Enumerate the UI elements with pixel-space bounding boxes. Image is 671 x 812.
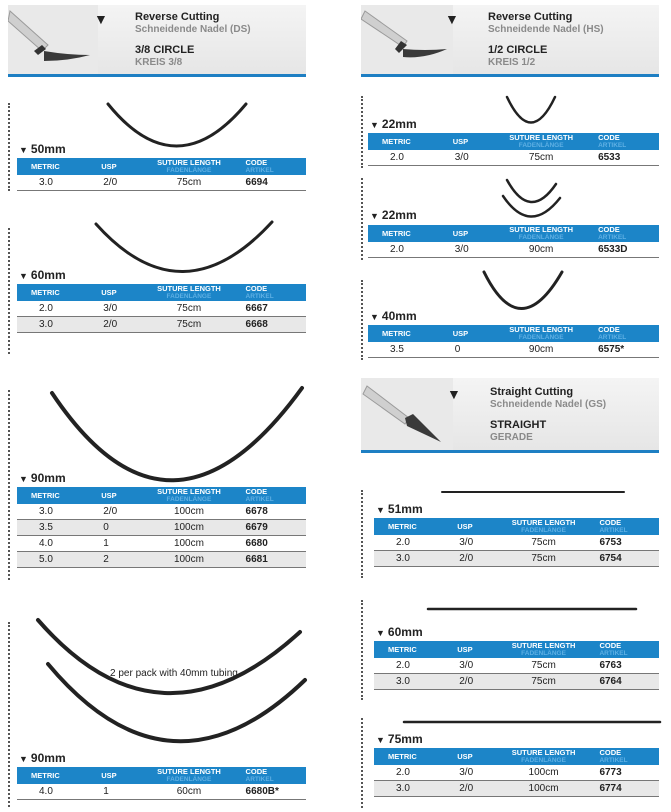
col-suture-length: SUTURE LENGTH FADENLÄNGE — [138, 158, 239, 175]
table-row — [17, 552, 306, 568]
cell-code: 6694 — [240, 175, 306, 191]
table-row — [17, 317, 306, 333]
cell-length: 75cm — [494, 674, 594, 690]
header-subtitle: Schneidende Nadel (DS) — [135, 24, 251, 35]
spec-table — [368, 325, 659, 358]
col-code: CODE ARTIKEL — [592, 133, 659, 150]
needle-tip-icon — [361, 378, 453, 450]
col-metric: METRIC — [17, 767, 89, 784]
cell-metric: 4.0 — [17, 784, 89, 800]
col-metric: METRIC — [374, 748, 445, 765]
col-usp: USP — [441, 225, 490, 242]
size-label: ▼ 50mm — [19, 142, 66, 156]
col-usp: USP — [445, 748, 493, 765]
col-suture-length: SUTURE LENGTH FADENLÄNGE — [490, 225, 592, 242]
table-row — [374, 551, 659, 567]
cell-metric: 3.5 — [17, 520, 89, 536]
cell-usp: 2/0 — [89, 317, 138, 333]
cell-code: 6774 — [593, 781, 659, 797]
cell-metric: 3.0 — [17, 175, 89, 191]
size-label: ▼ 22mm — [370, 208, 417, 222]
table-header-row — [17, 487, 306, 504]
cell-usp: 2/0 — [445, 674, 493, 690]
cell-usp: 0 — [89, 520, 138, 536]
size-label: ▼ 60mm — [19, 268, 66, 282]
cell-metric: 2.0 — [374, 535, 445, 551]
col-suture-length: SUTURE LENGTH FADENLÄNGE — [494, 518, 594, 535]
spec-table — [374, 748, 659, 797]
col-code: CODE ARTIKEL — [592, 325, 659, 342]
cell-length: 75cm — [138, 175, 239, 191]
size-label: ▼ 90mm — [19, 471, 66, 485]
header-shape: 3/8 CIRCLE — [135, 44, 195, 56]
spec-table — [374, 641, 659, 690]
col-usp: USP — [89, 158, 138, 175]
cell-code: 6678 — [240, 504, 306, 520]
col-suture-length: SUTURE LENGTH FADENLÄNGE — [490, 133, 592, 150]
col-code: CODE ARTIKEL — [593, 641, 659, 658]
cell-code: 6533D — [592, 242, 659, 258]
cell-length: 75cm — [494, 535, 594, 551]
section-separator — [361, 280, 363, 360]
header-shape-de: KREIS 1/2 — [488, 57, 536, 68]
cell-code: 6763 — [593, 658, 659, 674]
cell-length: 75cm — [138, 317, 239, 333]
cell-length: 75cm — [490, 150, 592, 166]
cell-length: 100cm — [138, 504, 239, 520]
cell-usp: 2/0 — [445, 781, 493, 797]
table-row — [374, 674, 659, 690]
header-reverse-cutting-ds — [8, 5, 306, 77]
cell-usp: 3/0 — [445, 765, 493, 781]
col-code: CODE ARTIKEL — [592, 225, 659, 242]
col-usp: USP — [89, 487, 138, 504]
cell-metric: 2.0 — [374, 658, 445, 674]
table-header-row — [17, 158, 306, 175]
col-suture-length: SUTURE LENGTH FADENLÄNGE — [494, 641, 594, 658]
cell-code: 6668 — [240, 317, 306, 333]
cell-usp: 3/0 — [445, 658, 493, 674]
cell-metric: 3.0 — [17, 504, 89, 520]
cell-metric: 2.0 — [368, 150, 441, 166]
header-subtitle: Schneidende Nadel (GS) — [490, 399, 607, 410]
size-label: ▼ 60mm — [376, 625, 423, 639]
cell-length: 100cm — [494, 781, 594, 797]
table-row — [17, 784, 306, 800]
cell-code: 6533 — [592, 150, 659, 166]
col-metric: METRIC — [17, 158, 89, 175]
cell-metric: 2.0 — [374, 765, 445, 781]
col-code: CODE ARTIKEL — [240, 487, 306, 504]
col-metric: METRIC — [368, 325, 441, 342]
table-row — [374, 765, 659, 781]
cell-usp: 3/0 — [445, 535, 493, 551]
cell-metric: 4.0 — [17, 536, 89, 552]
needle-tip-icon — [361, 5, 453, 74]
col-code: CODE ARTIKEL — [240, 767, 306, 784]
size-label: ▼ 51mm — [376, 502, 423, 516]
cell-length: 75cm — [494, 658, 594, 674]
col-metric: METRIC — [368, 133, 441, 150]
cell-code: 6667 — [240, 301, 306, 317]
table-row — [374, 535, 659, 551]
cell-code: 6680B* — [240, 784, 306, 800]
cell-length: 100cm — [494, 765, 594, 781]
cell-code: 6773 — [593, 765, 659, 781]
col-metric: METRIC — [17, 487, 89, 504]
table-row — [17, 520, 306, 536]
cell-usp: 2/0 — [445, 551, 493, 567]
header-shape-de: GERADE — [490, 432, 533, 443]
table-header-row — [368, 325, 659, 342]
cell-length: 100cm — [138, 520, 239, 536]
header-subtitle: Schneidende Nadel (HS) — [488, 24, 604, 35]
header-title: Straight Cutting — [490, 386, 574, 398]
cell-usp: 3/0 — [441, 150, 490, 166]
table-row — [368, 242, 659, 258]
col-usp: USP — [441, 325, 490, 342]
col-suture-length: SUTURE LENGTH FADENLÄNGE — [138, 767, 239, 784]
cell-usp: 1 — [89, 784, 138, 800]
cell-code: 6753 — [593, 535, 659, 551]
col-suture-length: SUTURE LENGTH FADENLÄNGE — [138, 487, 239, 504]
cell-code: 6680 — [240, 536, 306, 552]
cell-usp: 2/0 — [89, 175, 138, 191]
cell-usp: 0 — [441, 342, 490, 358]
cell-length: 75cm — [494, 551, 594, 567]
cell-usp: 3/0 — [89, 301, 138, 317]
cell-code: 6754 — [593, 551, 659, 567]
section-separator — [361, 718, 363, 808]
col-suture-length: SUTURE LENGTH FADENLÄNGE — [138, 284, 239, 301]
col-code: CODE ARTIKEL — [240, 158, 306, 175]
table-header-row — [17, 767, 306, 784]
cell-length: 100cm — [138, 536, 239, 552]
col-suture-length: SUTURE LENGTH FADENLÄNGE — [494, 748, 594, 765]
table-row — [368, 150, 659, 166]
triangle-marker-icon: ▼ — [94, 11, 108, 27]
cell-code: 6679 — [240, 520, 306, 536]
col-usp: USP — [441, 133, 490, 150]
spec-table — [368, 225, 659, 258]
section-separator — [8, 228, 10, 354]
cell-length: 90cm — [490, 242, 592, 258]
cell-usp: 1 — [89, 536, 138, 552]
spec-table — [368, 133, 659, 166]
header-reverse-cutting-hs — [361, 5, 659, 77]
col-usp: USP — [445, 641, 493, 658]
cell-usp: 2/0 — [89, 504, 138, 520]
header-title: Reverse Cutting — [488, 11, 573, 23]
header-title: Reverse Cutting — [135, 11, 220, 23]
header-shape-de: KREIS 3/8 — [135, 57, 183, 68]
size-label: ▼ 90mm — [19, 751, 66, 765]
cell-usp: 3/0 — [441, 242, 490, 258]
cell-code: 6764 — [593, 674, 659, 690]
col-metric: METRIC — [17, 284, 89, 301]
section-separator — [8, 622, 10, 807]
size-label: ▼ 40mm — [370, 309, 417, 323]
size-label: ▼ 75mm — [376, 732, 423, 746]
table-header-row — [374, 748, 659, 765]
triangle-marker-icon: ▼ — [447, 386, 461, 402]
cell-metric: 2.0 — [368, 242, 441, 258]
section-separator — [361, 600, 363, 700]
cell-metric: 3.5 — [368, 342, 441, 358]
spec-table — [17, 487, 306, 568]
cell-metric: 2.0 — [17, 301, 89, 317]
cell-metric: 3.0 — [374, 781, 445, 797]
col-usp: USP — [89, 767, 138, 784]
col-usp: USP — [445, 518, 493, 535]
section-separator — [8, 390, 10, 580]
triangle-marker-icon: ▼ — [445, 11, 459, 27]
table-row — [17, 504, 306, 520]
table-row — [17, 175, 306, 191]
col-metric: METRIC — [374, 518, 445, 535]
section-separator — [8, 103, 10, 191]
table-header-row — [368, 133, 659, 150]
col-metric: METRIC — [368, 225, 441, 242]
cell-length: 90cm — [490, 342, 592, 358]
section-separator — [361, 490, 363, 578]
col-code: CODE ARTIKEL — [240, 284, 306, 301]
size-label: ▼ 22mm — [370, 117, 417, 131]
col-suture-length: SUTURE LENGTH FADENLÄNGE — [490, 325, 592, 342]
spec-table — [17, 767, 306, 800]
header-shape: 1/2 CIRCLE — [488, 44, 548, 56]
table-header-row — [17, 284, 306, 301]
table-header-row — [368, 225, 659, 242]
col-code: CODE ARTIKEL — [593, 518, 659, 535]
table-row — [374, 781, 659, 797]
cell-metric: 3.0 — [17, 317, 89, 333]
cell-code: 6575* — [592, 342, 659, 358]
col-code: CODE ARTIKEL — [593, 748, 659, 765]
header-shape: STRAIGHT — [490, 419, 547, 431]
table-header-row — [374, 641, 659, 658]
cell-metric: 3.0 — [374, 551, 445, 567]
table-row — [374, 658, 659, 674]
cell-metric: 3.0 — [374, 674, 445, 690]
section-separator — [361, 178, 363, 260]
spec-table — [374, 518, 659, 567]
needle-tip-icon — [8, 5, 98, 74]
spec-table — [17, 284, 306, 333]
col-usp: USP — [89, 284, 138, 301]
cell-length: 100cm — [138, 552, 239, 568]
cell-usp: 2 — [89, 552, 138, 568]
cell-metric: 5.0 — [17, 552, 89, 568]
table-row — [17, 301, 306, 317]
cell-length: 75cm — [138, 301, 239, 317]
section-separator — [361, 96, 363, 168]
table-row — [368, 342, 659, 358]
header-straight-cutting-gs — [361, 378, 659, 453]
cell-length: 60cm — [138, 784, 239, 800]
table-header-row — [374, 518, 659, 535]
cell-code: 6681 — [240, 552, 306, 568]
pack-note: 2 per pack with 40mm tubing — [110, 668, 238, 679]
table-row — [17, 536, 306, 552]
col-metric: METRIC — [374, 641, 445, 658]
spec-table — [17, 158, 306, 191]
